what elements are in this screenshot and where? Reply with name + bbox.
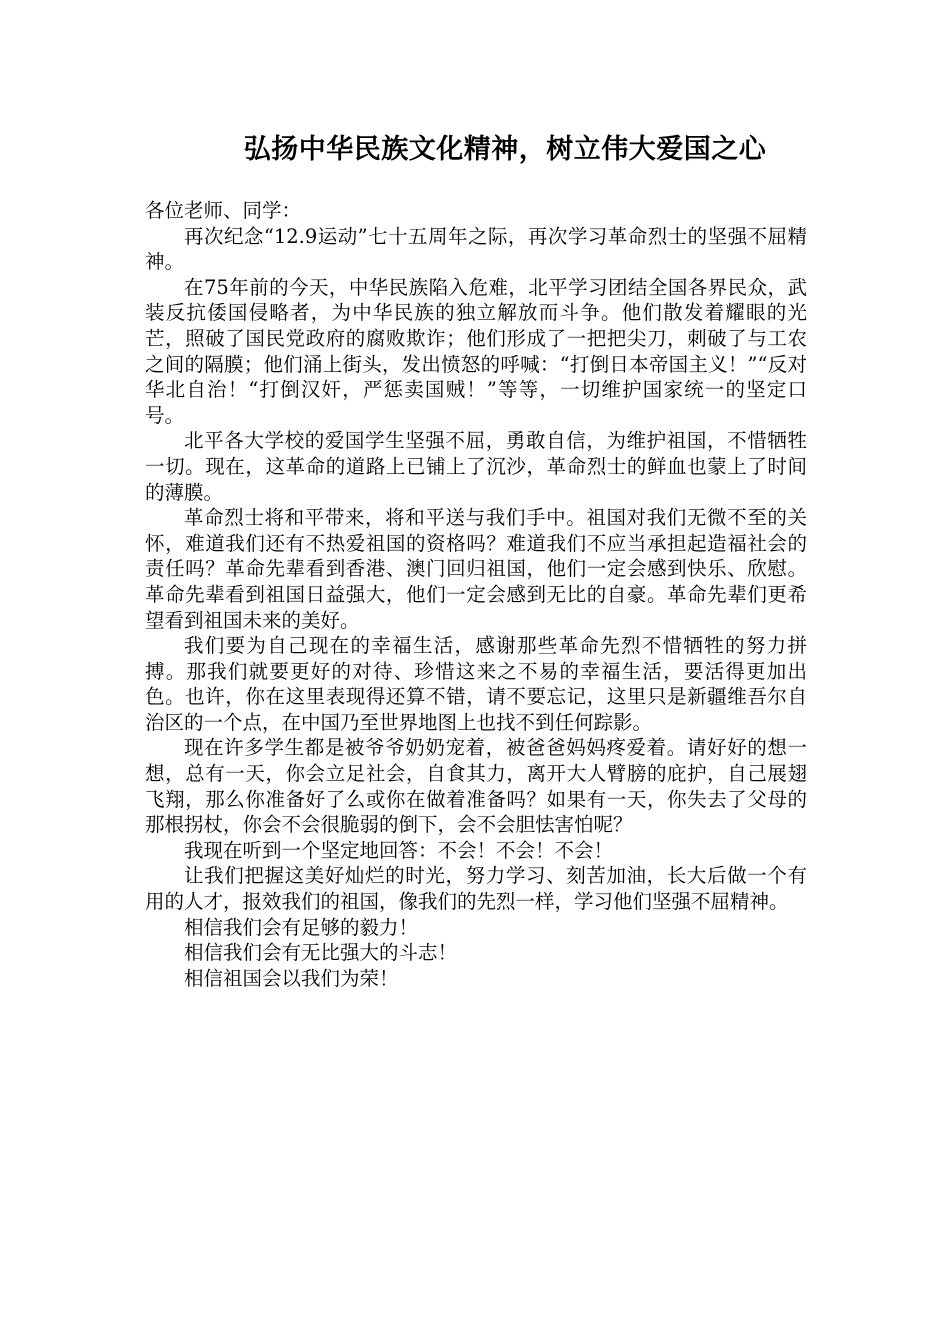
- paragraph-6: 现在许多学生都是被爷爷奶奶宠着，被爸爸妈妈疼爱着。请好好的想一想，总有一天，你会立足社会，自食其力，离开大人臂膀的庇护，自己展翅飞翔，那么你准备好了么或你在做着准备吗？如果有一天，你失去了父母的那根拐杖，你会不会很脆弱的倒下，会不会胆怯害怕呢？: [145, 736, 807, 837]
- document-title: 弘扬中华民族文化精神，树立伟大爱国之心: [243, 134, 767, 165]
- closing-line-1: 相信我们会有足够的毅力！: [184, 915, 419, 939]
- paragraph-7: 我现在听到一个坚定地回答：不会！不会！不会！: [184, 838, 614, 862]
- paragraph-2: 在75年前的今天，中华民族陷入危难，北平学习团结全国各界民众，武装反抗倭国侵略者，为中华民族的独立解放而斗争。他们散发着耀眼的光芒，照破了国民党政府的腐败欺诈；他们形成了一把把尖刀，刺破了与工农之间的隔膜；他们涌上街头，发出愤怒的呼喊：“打倒日本帝国主义！”“反对华北自治！“打倒汉奸，严惩卖国贼！”等等，一切维护国家统一的坚定口号。: [145, 275, 807, 427]
- document-body: [145, 198, 807, 991]
- paragraph-3: 北平各大学校的爱国学生坚强不屈，勇敢自信，为维护祖国，不惜牺牲一切。现在，这革命的道路上已铺上了沉沙，革命烈士的鲜血也蒙上了时间的薄膜。: [145, 429, 807, 504]
- paragraph-1: 再次纪念“12.9运动”七十五周年之际，再次学习革命烈士的坚强不屈精神。: [145, 224, 807, 274]
- paragraph-8: 让我们把握这美好灿烂的时光，努力学习、刻苦加油，长大后做一个有用的人才，报效我们的祖国，像我们的先烈一样，学习他们坚强不屈精神。: [145, 864, 807, 914]
- paragraph-4: 革命烈士将和平带来，将和平送与我们手中。祖国对我们无微不至的关怀，难道我们还有不热爱祖国的资格吗？难道我们不应当承担起造福社会的责任吗？革命先辈看到香港、澳门回归祖国，他们一定会感到快乐、欣慰。革命先辈看到祖国日益强大，他们一定会感到无比的自豪。革命先辈们更希望看到祖国未来的美好。: [145, 506, 807, 632]
- closing-line-2: 相信我们会有无比强大的斗志！: [184, 941, 458, 965]
- salutation: 各位老师、同学：: [145, 199, 302, 222]
- closing-line-3: 相信祖国会以我们为荣！: [184, 966, 399, 990]
- paragraph-5: 我们要为自己现在的幸福生活，感谢那些革命先烈不惜牺牲的努力拼搏。那我们就要更好的对待、珍惜这来之不易的幸福生活，要活得更加出色。也许，你在这里表现得还算不错，请不要忘记，这里只是新疆维吾尔自治区的一个点，在中国乃至世界地图上也找不到任何踪影。: [145, 634, 807, 734]
